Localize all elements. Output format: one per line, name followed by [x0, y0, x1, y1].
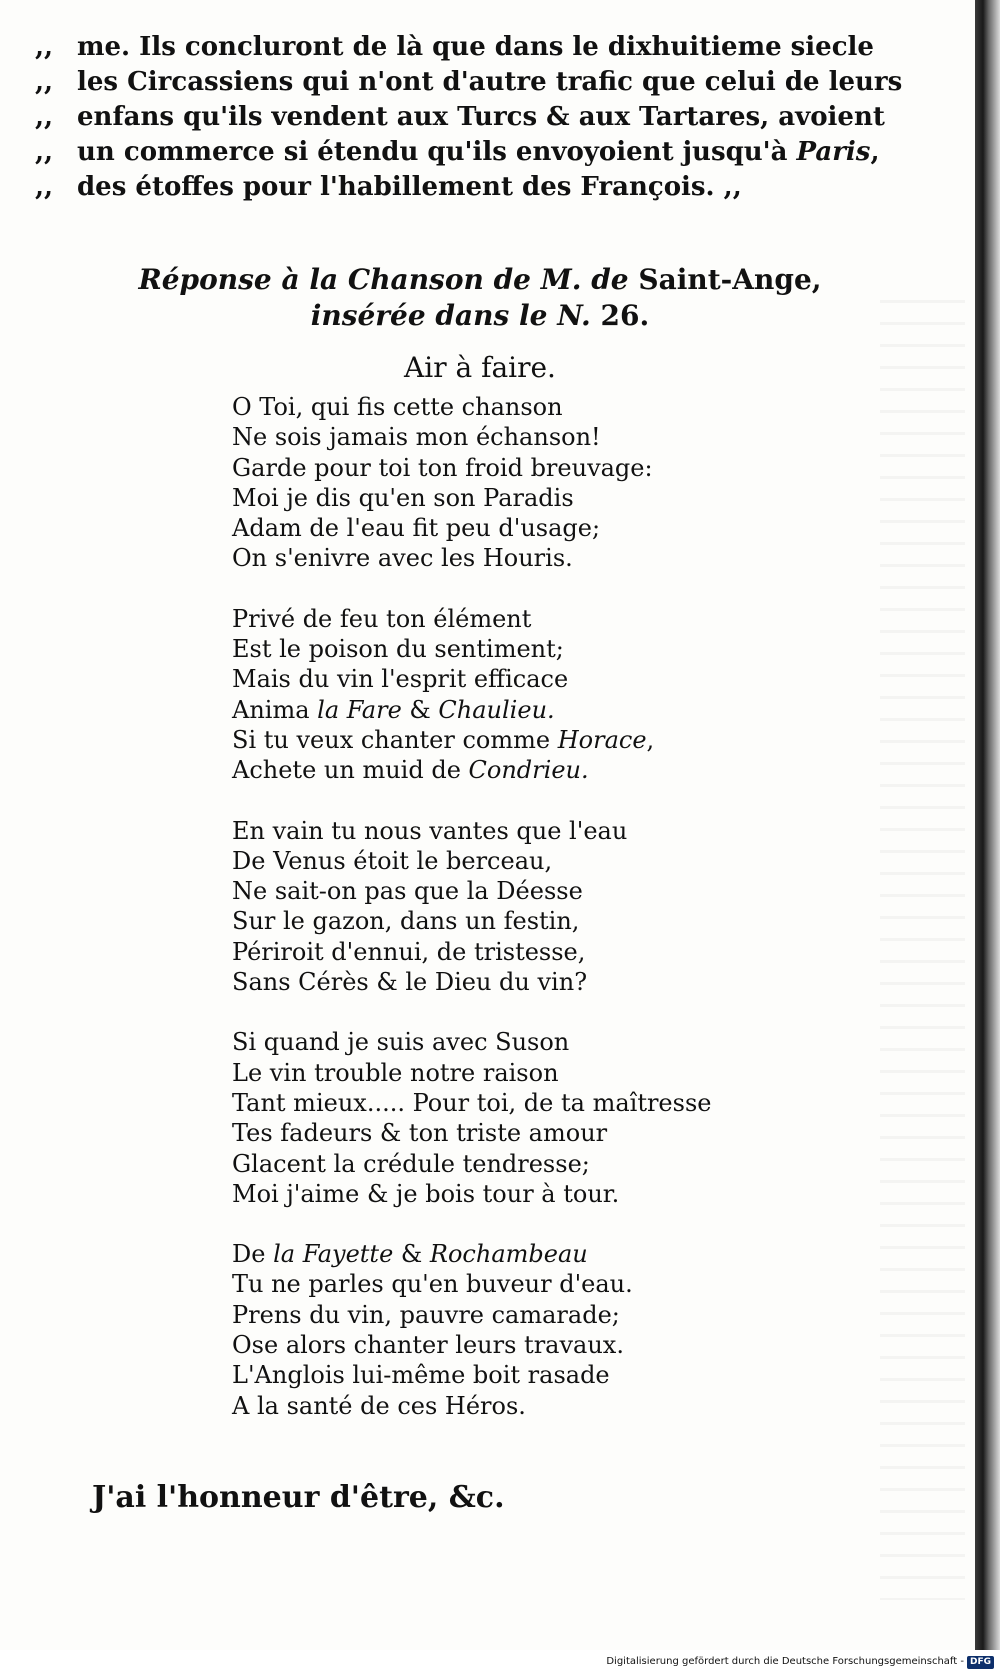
intro-line [35, 30, 935, 65]
poem [232, 392, 872, 1451]
intro-paragraph [35, 30, 935, 205]
verse-line: A la santé de ces Héros. [232, 1391, 526, 1420]
verse-segment: & [401, 695, 439, 724]
intro-line [35, 100, 935, 135]
heading-roman: 26. [590, 299, 650, 332]
credit-text: Digitalisierung gefördert durch die Deutsche Forschungsgemeinschaft - [606, 1656, 964, 1667]
verse-line: Mais du vin l'esprit efficace [232, 665, 569, 694]
verse-line: Sans Cérès & le Dieu du vin? [232, 968, 588, 997]
verse-italic-name: la Fayette [273, 1240, 394, 1269]
verse-line: Ose alors chanter leurs travaux. [232, 1331, 624, 1360]
stanza-4 [232, 1027, 872, 1209]
verse-italic-name: Chaulieu. [438, 695, 555, 724]
book-gutter-edge [975, 0, 1000, 1650]
intro-line-text: enfans qu'ils vendent aux Turcs & aux Tartares, avoient [77, 102, 885, 132]
quote-mark: ,, [35, 172, 54, 202]
heading-line-2 [60, 298, 900, 334]
verse-segment: Si tu veux chanter comme [232, 725, 558, 754]
heading-roman: Saint-Ange, [628, 263, 822, 296]
intro-line [35, 135, 935, 170]
verse-italic-name: Horace [557, 725, 647, 754]
stanza-1 [232, 392, 872, 574]
verse-line: Tu ne parles qu'en buveur d'eau. [232, 1270, 633, 1299]
verse-segment: Achete un muid de [232, 756, 469, 785]
verse-line [232, 695, 872, 725]
verse-line: De Venus étoit le berceau, [232, 846, 553, 875]
quote-mark: ,, [35, 102, 54, 132]
quote-mark: ,, [35, 67, 54, 97]
verse-line: Garde pour toi ton froid breuvage: [232, 453, 653, 482]
verse-line: Ne sois jamais mon échanson! [232, 423, 601, 452]
verse-line: Moi je dis qu'en son Paradis [232, 483, 574, 512]
stanza-3 [232, 816, 872, 998]
verse-line: L'Anglois lui-même boit rasade [232, 1361, 610, 1390]
verse-italic-name: la Fare [317, 695, 402, 724]
verse-line [232, 725, 872, 755]
verse-line [232, 755, 872, 785]
stanza-2 [232, 604, 872, 786]
intro-line [35, 65, 935, 100]
verse-line: O Toi, qui fis cette chanson [232, 393, 563, 421]
intro-line-text: me. Ils concluront de là que dans le dixhuitieme siecle [77, 32, 874, 62]
show-through-texture [880, 300, 965, 1600]
verse-line: Privé de feu ton élément [232, 604, 532, 633]
heading-line-1 [60, 262, 900, 298]
air-subtitle: Air à faire. [404, 351, 556, 384]
verse-line: Tant mieux..... Pour toi, de ta maîtresse [232, 1088, 712, 1117]
verse-segment: De [232, 1240, 274, 1269]
verse-segment: , [646, 725, 655, 754]
verse-line: Le vin trouble notre raison [232, 1058, 559, 1087]
intro-line-text: des étoffes pour l'habillement des François. ,, [77, 172, 742, 202]
heading-italic: Réponse à la Chanson de M. de [138, 263, 629, 296]
intro-text-segment: , [870, 137, 880, 167]
dfg-logo: DFG [967, 1656, 994, 1669]
verse-line: Sur le gazon, dans un festin, [232, 907, 580, 936]
heading-italic: insérée dans le N. [310, 299, 591, 332]
verse-italic-name: Rochambeau [429, 1240, 588, 1269]
verse-line: Adam de l'eau fit peu d'usage; [232, 514, 601, 543]
intro-text-segment: un commerce si étendu qu'ils envoyoient jusqu'à [77, 137, 797, 167]
verse-line: Prens du vin, pauvre camarade; [232, 1300, 620, 1329]
verse-line: Est le poison du sentiment; [232, 635, 564, 664]
verse-line: Glacent la crédule tendresse; [232, 1149, 590, 1178]
verse-line: En vain tu nous vantes que l'eau [232, 816, 628, 845]
quote-mark: ,, [35, 137, 54, 167]
digitization-credit [606, 1655, 994, 1669]
quote-mark: ,, [35, 32, 54, 62]
verse-segment: & [393, 1240, 430, 1269]
section-heading [60, 262, 900, 334]
verse-line: Moi j'aime & je bois tour à tour. [232, 1179, 620, 1208]
verse-line: Périroit d'ennui, de tristesse, [232, 937, 586, 966]
verse-segment: Anima [232, 695, 318, 724]
verse-line: Si quand je suis avec Suson [232, 1028, 570, 1057]
verse-line: On s'enivre avec les Houris. [232, 544, 573, 573]
verse-line: Ne sait-on pas que la Déesse [232, 877, 583, 906]
intro-line-text: les Circassiens qui n'ont d'autre trafic que celui de leurs [77, 67, 903, 97]
stanza-5 [232, 1239, 872, 1421]
verse-line: Tes fadeurs & ton triste amour [232, 1119, 608, 1148]
intro-line-text [77, 135, 935, 170]
closing-salutation: J'ai l'honneur d'être, &c. [92, 1480, 505, 1515]
verse-line [232, 1239, 872, 1269]
intro-line [35, 170, 935, 205]
intro-italic-place: Paris [796, 137, 871, 167]
verse-italic-name: Condrieu. [468, 756, 589, 785]
